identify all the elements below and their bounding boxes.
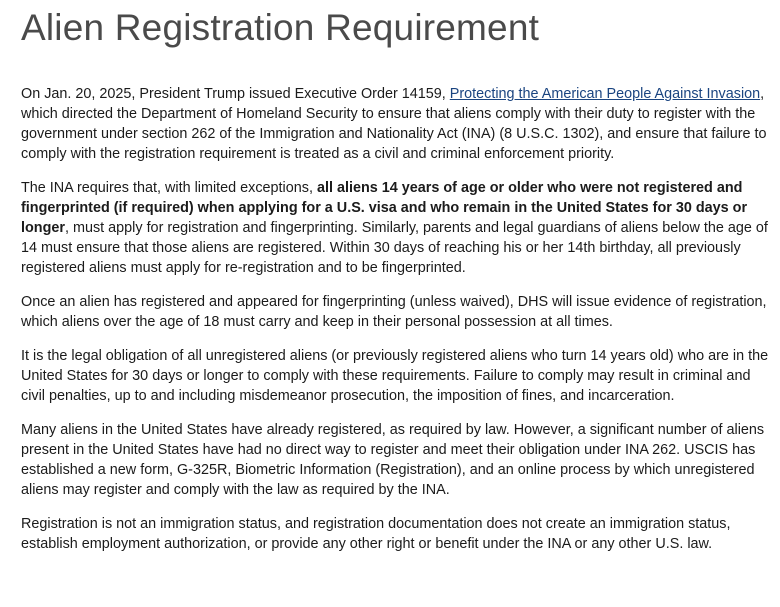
intro-text-after: , which directed the Department of Homeland Security to ensure that aliens comply with their duty to register with the government under section 262 of the Immigration and Nationality Act (INA) (8 U.S.C. 1302), and ensure that failure to comply with the registration requirement is treated as a civil and criminal enforcement priority.: [21, 86, 767, 162]
requirement-text-after: , must apply for registration and fingerprinting. Similarly, parents and legal guardians of aliens below the age of 14 must ensure that those aliens are registered. Within 30 days of reaching his or her 14th birthday, all previously registered aliens must apply for re-registration and to be fingerprinted.: [21, 220, 768, 276]
obligation-paragraph: It is the legal obligation of all unregistered aliens (or previously registered aliens who turn 14 years old) who are in the United States for 30 days or longer to comply with these requirements. Failure to comply may result in criminal and civil penalties, up to and including misdemeanor prosecution, the imposition of fines, and incarceration.: [21, 348, 769, 404]
requirement-text-before: The INA requires that, with limited exceptions,: [21, 180, 317, 196]
requirement-paragraph: [21, 178, 778, 278]
status-disclaimer-paragraph: Registration is not an immigration status, and registration documentation does not create an immigration status, establish employment authorization, or provide any other right or benefit under the INA or any other U.S. law.: [21, 516, 731, 552]
main-content: [21, 0, 778, 554]
executive-order-link[interactable]: Protecting the American People Against Invasion: [449, 86, 761, 102]
evidence-paragraph: Once an alien has registered and appeared for fingerprinting (unless waived), DHS will issue evidence of registration, which aliens over the age of 18 must carry and keep in their personal possession at all times.: [21, 294, 767, 330]
new-form-paragraph: Many aliens in the United States have already registered, as required by law. However, a significant number of aliens present in the United States have had no direct way to register and meet their obligation under INA 262. USCIS has established a new form, G-325R, Biometric Information (Registration), and an online process by which unregistered aliens may register and comply with the law as required by the INA.: [21, 422, 765, 498]
requirement-emphasis: all aliens 14 years of age or older who were not registered and fingerprinted (if required) when applying for a U.S. visa and who remain in the United States for 30 days or longer: [21, 180, 748, 236]
page-title: Alien Registration Requirement: [21, 7, 540, 48]
intro-text-before: On Jan. 20, 2025, President Trump issued Executive Order 14159,: [21, 86, 450, 102]
intro-paragraph: [21, 84, 778, 164]
